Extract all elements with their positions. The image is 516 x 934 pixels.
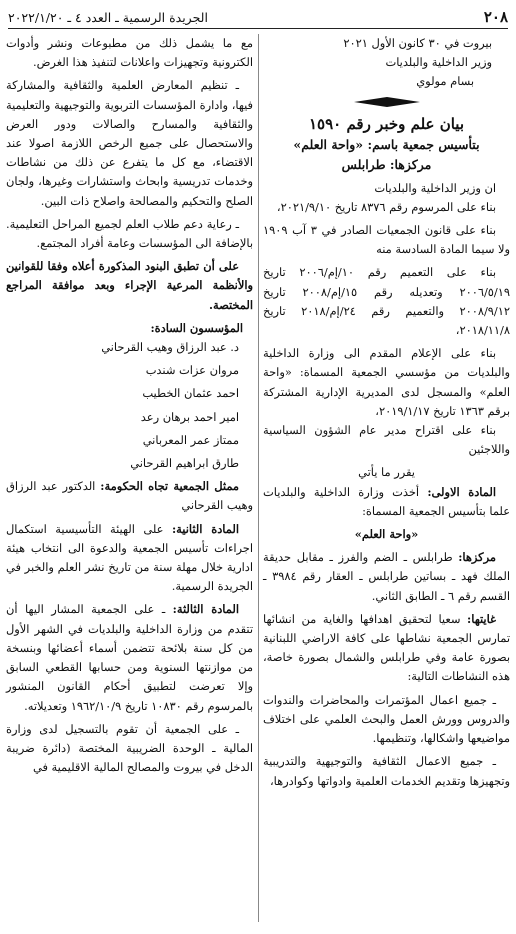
proposal-reference: بناء على اقتراح مدير عام الشؤون السياسية واللاجئين <box>263 423 510 457</box>
signature-date: بيروت في ٣٠ كانون الأول ٢٠٢١ <box>343 36 492 50</box>
decree-title: بيان علم وخبر رقم ١٥٩٠ <box>308 114 465 133</box>
goal-paragraph <box>263 610 510 687</box>
tax-registration-paragraph: ـ على الجمعية أن تقوم بالتسجيل لدى وزارة المالية ـ الوحدة الضريبية المختصة (دائرة ضريبة الدخل في بيروت والمصالح المالية الاقليمية في <box>6 721 253 775</box>
goal-label: غايتها: <box>467 611 496 626</box>
article-2-label: المادة الثانية: <box>171 521 239 536</box>
circular-reference: بناء على التعميم رقم ١٠/إم/٢٠٠٦ تاريخ ٢٠٠٦/٥/١٩ وتعديله رقم ١٥/إم/٢٠٠٨ تاريخ ٢٠٠٨/٩/١٢ والتعميم رقم ٢٤/إم/٢٠١٨ تاريخ ٢٠١٨/١١/٨، <box>263 265 511 338</box>
founder-item: احمد عثمان الخطيب <box>142 386 239 401</box>
article-3 <box>6 600 253 715</box>
left-paragraph-1: مع ما يشمل ذلك من مطبوعات ونشر وأدوات الكترونية وتجهيزات واعلانات لتنفيذ هذا الغرض. <box>6 36 253 70</box>
founder-item: امير احمد برهان رعد <box>140 409 239 424</box>
article-1-text: أخذت وزارة الداخلية والبلديات علما بتأسيس الجمعية المسماة: <box>263 484 510 518</box>
article-3-text: ـ على الجمعية المشار اليها أن تتقدم من وزارة الداخلية والبلديات في الشهر الأول من كل سنة بلائحة تتضمن أسماء أعضائها وبنسخة من موازنتها السنوية ومن حسابها القطعي السابق وإلا تعرضت لتطبيق أحكام القانون المنشور بالمرسوم رقم ١٠٨٣٠ تاريخ ١٩٦٢/١٠/٩ وتعديلاته. <box>6 602 253 713</box>
article-1-label: المادة الاولى: <box>427 484 496 499</box>
issue-line: الجريدة الرسمية ـ العدد ٤ ـ ٢٠٢٢/١/٢٠ <box>8 9 208 25</box>
page-header <box>8 6 508 29</box>
association-name: «واحة العلم» <box>354 527 419 542</box>
ornament-shape <box>354 97 420 107</box>
article-1 <box>263 483 510 521</box>
representative-label: ممثل الجمعية تجاه الحكومة: <box>100 479 240 494</box>
representative-text: الدكتور عبد الرزاق وهيب القرحاني <box>6 479 253 513</box>
founders-title: المؤسسون السادة: <box>150 320 243 335</box>
notice-reference: بناء على الإعلام المقدم الى وزارة الداخلية والبلديات من مؤسسي الجمعية المسماة: «واحة العلم» والمسجل لدى المديرية الإدارية المشتركة برقم ١٣٦٣ تاريخ ٢٠١٩/١/١٧، <box>263 346 510 418</box>
article-2-text: على الهيئة التأسيسية استكمال اجراءات تأسيس الجمعية والدعوة الى انتخاب هيئة ادارية خلال مهلة سنة من تاريخ نشر العلم والخبر في الجريدة الرسمية. <box>6 521 253 594</box>
left-paragraph-4: على أن تطبق البنود المذكورة أعلاه وفقا للقوانين والأنظمة المرعية الإجراء وبعد موافقة المراجع المختصة. <box>6 259 253 312</box>
representative-paragraph <box>6 477 253 515</box>
decree-reference: بناء على المرسوم رقم ٨٣٧٦ تاريخ ٢٠٢١/٩/١٠، <box>276 199 496 214</box>
signature-name: بسام مولوي <box>416 74 474 89</box>
activity-1: ـ جميع اعمال المؤتمرات والمحاضرات والندوات والدروس وورش العمل والبحث العلمي على اختلاف مواضيعها واشكالها، وتنظيمها. <box>263 692 510 746</box>
hq-label: مركزها: <box>458 550 496 565</box>
article-2 <box>6 520 253 597</box>
decides-heading: يقرر ما يأتي <box>358 465 415 480</box>
column-divider <box>258 34 259 922</box>
left-paragraph-2: ـ تنظيم المعارض العلمية والثقافية والمشاركة فيها، وادارة المؤسسات التربوية والتوجيهية والتعليمية والثقافية والمسارح والصالات ودور العرض والاستحصال على جميع الرخص اللازمة اصولا عند الاقتضاء، مع كل ما يتفرع عن ذلك من نشاطات وخدمات تدريسية وابحاث واستشارات وغيرها، ولجان الصلح والتحكيم والمصالحة واصلاح ذات البين. <box>6 78 253 208</box>
intro-line: ان وزير الداخلية والبلديات <box>374 180 496 195</box>
law-reference: بناء على قانون الجمعيات الصادر في ٣ آب ١٩٠٩ ولا سيما المادة السادسة منه <box>263 223 510 257</box>
decree-hq: مركزها: طرابلس <box>341 156 432 172</box>
founder-item: طارق ابراهيم القرحاني <box>130 456 239 471</box>
hq-paragraph <box>263 548 510 606</box>
signature-title: وزير الداخلية والبلديات <box>385 55 492 70</box>
article-3-label: المادة الثالثة: <box>172 602 239 617</box>
goal-text: سعيا لتحقيق اهدافها والغاية من انشائها تمارس الجمعية نشاطها على كافة الاراضي اللبنانية بصورة عامة وفي طرابلس والشمال بصورة خاصة، هذه النشاطات التالية: <box>263 611 510 684</box>
hq-text: طرابلس ـ الضم والفرز ـ مقابل حديقة الملك فهد ـ بساتين طرابلس ـ العقار رقم ٣٩٨٤ ـ القسم رقم ٦ ـ الطابق الثاني. <box>263 550 510 603</box>
founder-item: د. عبد الرزاق وهيب القرحاني <box>101 340 239 355</box>
activity-2: ـ جميع الاعمال الثقافية والتوجيهية والتدريبية وتجهيزها وتقديم الخدمات العلمية وادواتها وكوادرها، <box>263 754 510 788</box>
left-paragraph-3: ـ رعاية دعم طلاب العلم لجميع المراحل التعليمية. بالإضافة الى المؤسسات وعامة أفراد المجتمع. <box>6 216 253 251</box>
right-column <box>263 34 510 791</box>
page-number: ٢٠٨ <box>483 8 508 26</box>
founder-item: مروان عزات شندب <box>145 363 239 378</box>
decree-subject: بتأسيس جمعية باسم: «واحة العلم» <box>293 136 480 152</box>
ornament-divider <box>263 97 510 107</box>
founder-item: ممتاز عمر المعرباني <box>142 432 239 447</box>
left-column <box>6 34 253 777</box>
